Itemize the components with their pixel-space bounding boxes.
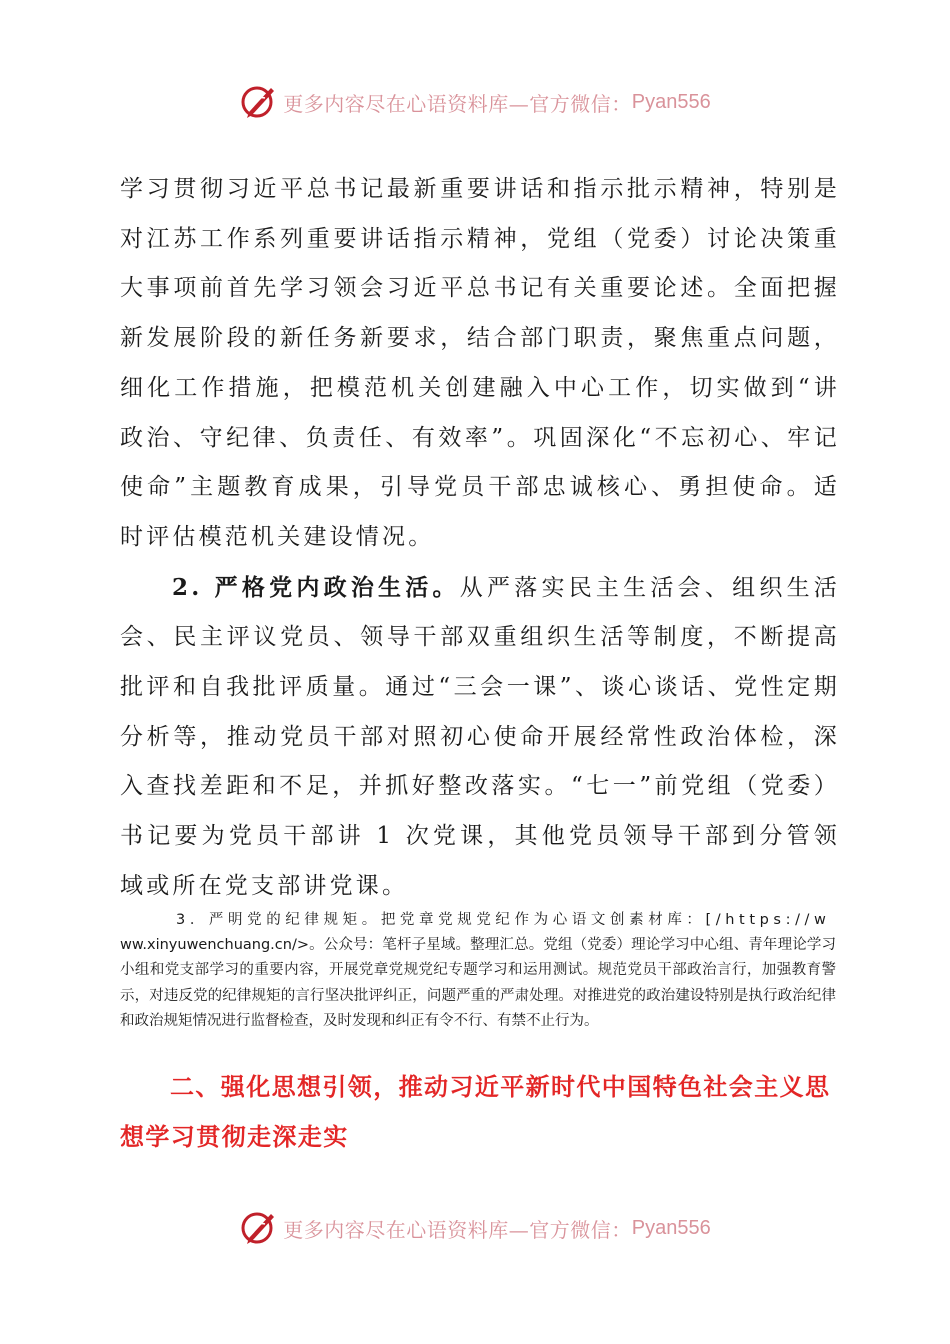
header-banner-id: Pyan556 — [631, 90, 711, 113]
section-heading — [120, 1062, 840, 1162]
footer-banner-id: Pyan556 — [631, 1216, 711, 1239]
section-heading-line-1: 二、强化思想引领，推动习近平新时代中国特色社会主义 — [170, 1073, 805, 1101]
paragraph-2-title: 2. 严格党内政治生活。 — [172, 573, 460, 601]
paragraph-1: 学习贯彻习近平总书记最新重要讲话和指示批示精神，特别是对江苏工作系列重要讲话指示精神，党组（党委）讨论决策重大事项前首先学习领会习近平总书记有关重要论述。全面把握新发展阶段的新任务新要求，结合部门职责，聚焦重点问题，细化工作措施，把模范机关创建融入中心工作，切实做到“讲政治、守纪律、负责任、有效率”。巩固深化“不忘初心、牢记使命”主题教育成果，引导党员干部忠诚核心、勇担使命。适时评估模范机关建设情况。 — [120, 176, 840, 550]
pen-logo-icon — [239, 1208, 279, 1248]
pen-logo-icon — [239, 82, 279, 122]
paragraph-2 — [120, 563, 840, 912]
paragraph-3-first-line: 3．严明党的纪律规矩。把党章党规党纪作为心语文创素材库：[/https:// — [176, 912, 815, 928]
paragraph-3 — [120, 908, 836, 1034]
section-heading-line-2: 思想学习贯彻走深走实 — [120, 1073, 831, 1151]
paragraph-3-rest: www.xinyuwenchuang.cn/>。公众号：笔杆子星域。整理汇总。党组（党委）理论学习中心组、青年理论学习小组和党支部学习的重要内容，开展党章党规党纪专题学习和运用测试。规范党员干部政治言行，加强教育警示，对违反党的纪律规矩的言行坚决批评纠正，问题严重的严肃处理。对推进党的政治建设特别是执行政治纪律和政治规矩情况进行监督检查，及时发现和纠正有令不行、有禁不止行为。 — [120, 912, 836, 1029]
paragraph-2-text: 从严落实民主生活会、组织生活会、民主评议党员、领导干部双重组织生活等制度，不断提高批评和自我批评质量。通过“三会一课”、谈心谈话、党性定期分析等，推动党员干部对照初心使命开展经常性政治体检，深入查找差距和不足，并抓好整改落实。“七一”前党组（党委）书记要为党员干部讲 1 次党课，其他党员领导干部到分管领域或所在党支部讲党课。 — [120, 574, 840, 899]
header-banner-text: 更多内容尽在心语资料库—官方微信： — [283, 91, 632, 116]
header-banner — [0, 82, 950, 122]
footer-banner-text: 更多内容尽在心语资料库—官方微信： — [283, 1217, 632, 1242]
document-body — [120, 165, 840, 912]
footer-banner — [0, 1208, 950, 1248]
